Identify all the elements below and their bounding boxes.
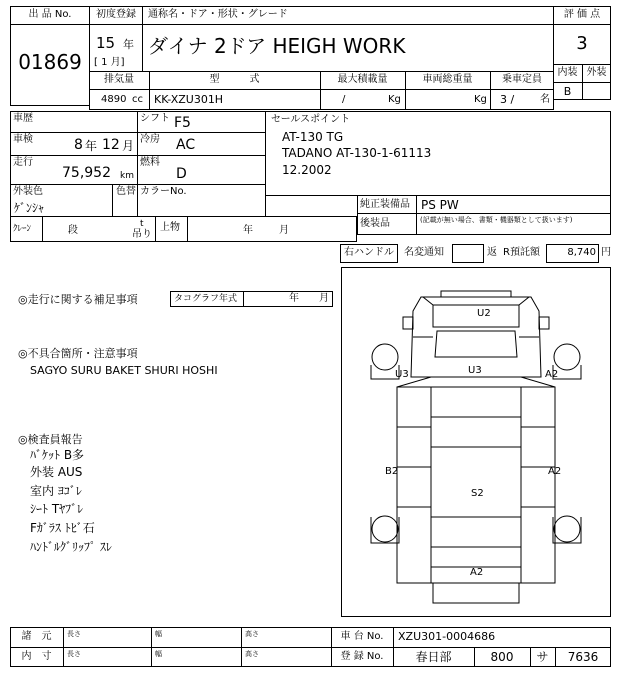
ac-label: 冷房 [140,134,160,145]
inspection-month: 12 [102,137,120,153]
crane-row [10,216,357,242]
plate-class: 800 [490,650,514,664]
model-name: ダイナ 2ドア HEIGH WORK [148,34,406,58]
spec-length-label: 長さ [67,630,81,638]
inspector-line-5: Fｶﾞﾗｽ ﾄﾋﾞ石 [30,521,95,535]
after-parts-label: 後装品 [360,218,390,229]
truck-diagram [341,267,611,617]
fuel-label: 燃料 [140,157,160,168]
inspector-label: ◎検査員報告 [18,433,83,446]
gross-weight-unit: Kg [474,94,487,105]
plate-number: 7636 [567,650,599,664]
inner-height-label: 高さ [245,650,259,658]
defect-label: ◎不具合箇所・注意事項 [18,347,138,360]
mark-u3-left: U3 [395,369,409,380]
interior-value: B [563,85,572,98]
shift-value: F5 [174,115,191,131]
lot-label: 出 品 No. [28,9,72,20]
name-change-box [452,244,484,263]
up-year-unit: 年 [243,225,253,236]
max-load-value: / [342,94,346,105]
color-code-label: カラーNo. [140,186,187,197]
spec-height-label: 高さ [245,630,259,638]
inspection-year: 8 [74,137,83,153]
tacho-year-unit: 年 [289,293,299,304]
displacement-value: 4890 [101,94,127,105]
inspector-line-6: ﾊﾝﾄﾞﾙｸﾞﾘｯﾌﾟ ｽﾚ [30,540,112,554]
plate-kana: サ [536,650,549,664]
history-label: 車歴 [13,113,33,124]
sales-point-line-1: AT-130 TG [282,130,344,144]
handle-value: 右ハンドル [344,247,394,258]
inspector-line-1: ﾊﾞｹｯﾄ B多 [30,448,85,462]
mark-u2: U2 [477,308,491,319]
crane-label: ｸﾚｰﾝ [13,224,32,234]
model-label: 通称名・ドア・形状・グレード [148,9,288,20]
crane-ton-unit: t [140,219,144,229]
interior-label: 内装 [557,67,578,78]
inspector-line-2: 外装 AUS [30,465,83,479]
plate-label: 登 録 No. [340,651,384,662]
first-reg-year-unit: 年 [123,38,134,51]
gross-weight-label: 車両総重量 [422,74,473,85]
up-label: 上物 [160,222,180,233]
grade-label: 評 価 点 [563,9,601,20]
tachograph-label: タコグラフ年式 [174,294,238,304]
capacity-label: 乗車定員 [502,74,542,85]
mark-a2-right-mid: A2 [548,466,562,477]
capacity-unit: 名 [540,94,550,105]
color-value: ｹﾞﾝｼｬ [14,201,45,215]
equipment-value: PS PW [421,198,459,212]
plate-area: 春日部 [415,650,452,664]
details-block [10,111,266,217]
km-unit: km [120,171,134,181]
first-reg-month: [ 1 月] [94,57,125,68]
inspector-line-4: ｼｰﾄ Tﾔﾌﾞﾚ [30,502,84,516]
shift-label: シフト [140,113,170,124]
lot-number: 01869 [18,50,82,74]
return-label: 返 [487,247,497,258]
chassis-value: XZU301-0004686 [398,630,496,643]
grade-value: 3 [576,33,588,54]
driving-remarks-label: ◎走行に関する補足事項 [18,293,138,306]
yen-unit: 円 [601,247,611,258]
inspection-label: 車検 [13,134,33,145]
max-load-unit: Kg [388,94,401,105]
after-parts-note: (記載が無い場合、書類・機器類として扱います) [420,216,573,224]
mileage-label: 走行 [13,157,33,168]
displacement-label: 排気量 [104,74,134,85]
sales-points-label: セールスポイント [271,114,351,125]
sales-point-line-3: 12.2002 [282,163,332,177]
inspection-month-unit: 月 [122,139,135,153]
max-load-label: 最大積載量 [337,74,388,85]
defect-text: SAGYO SURU BAKET SHURI HOSHI [30,364,218,377]
crane-stage-unit: 段 [68,225,78,236]
name-change-label: 名変通知 [404,247,444,258]
mileage-value: 75,952 [62,165,111,181]
model-code: KK-XZU301H [154,93,224,106]
mark-u3-center: U3 [468,365,482,376]
crane-hang-unit: 吊り [132,229,152,240]
exterior-label: 外装 [586,67,607,78]
mark-a2-right-front: A2 [545,369,559,380]
recycle-label: R預託額 [503,247,540,258]
fuel-value: D [176,166,187,182]
mark-a2-rear: A2 [470,567,484,578]
inspector-line-3: 室内 ﾖｺﾞﾚ [30,484,82,498]
ac-value: AC [176,137,196,153]
footer-row1-label: 諸 元 [21,631,52,642]
cc-unit: cc [132,94,143,105]
color-no-label: 色替 [116,186,136,197]
inner-width-label: 幅 [155,650,162,658]
chassis-label: 車 台 No. [340,631,384,642]
inspection-year-unit: 年 [85,139,98,153]
mark-b2-left: B2 [385,466,399,477]
inner-length-label: 長さ [67,650,81,658]
spec-width-label: 幅 [155,630,162,638]
first-reg-label: 初度登録 [96,9,136,20]
sales-point-line-2: TADANO AT-130-1-61113 [282,146,432,160]
equipment-label: 純正装備品 [360,199,410,210]
color-label: 外装色 [13,186,43,197]
first-reg-year: 15 [96,34,116,52]
tacho-month-unit: 月 [319,293,329,304]
capacity-value: 3 / [500,93,515,106]
model-code-label: 型 式 [209,74,260,85]
mark-s2: S2 [471,488,484,499]
footer-row2-label: 内 寸 [21,651,52,662]
recycle-value: 8,740 [567,247,596,258]
up-month-unit: 月 [279,225,289,236]
